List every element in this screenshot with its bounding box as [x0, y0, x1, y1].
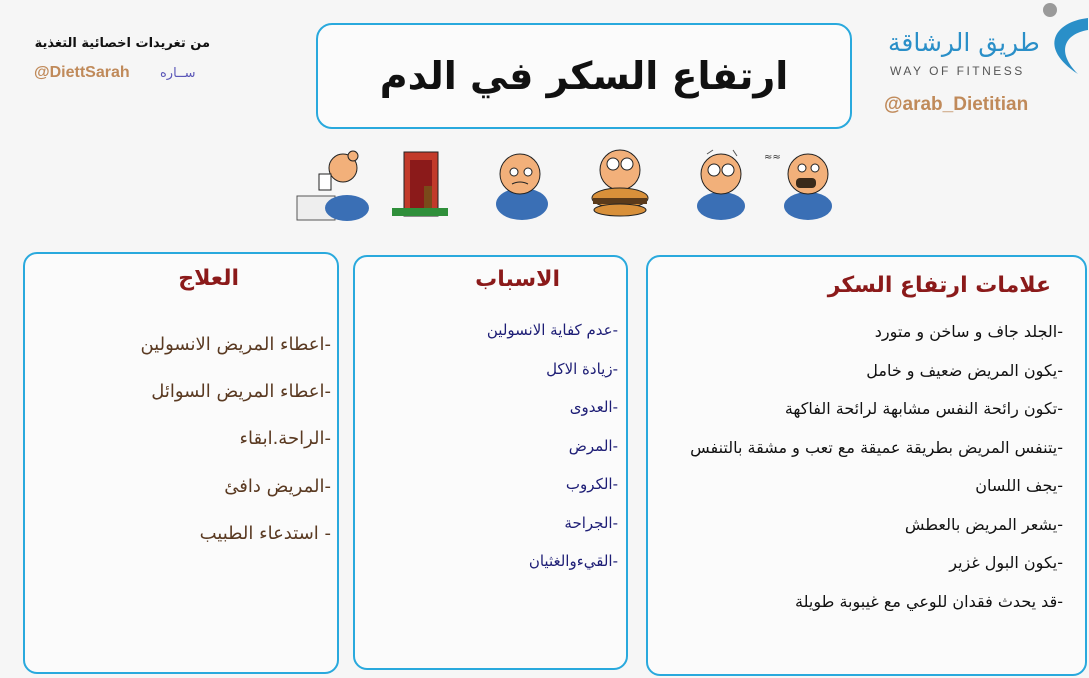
list-item: -قد يحدث فقدان للوعي مع غيبوبة طويلة [795, 591, 1063, 611]
logo-arabic: طريق الرشاقة [888, 28, 1040, 57]
list-item: -المريض دافئ [224, 475, 331, 497]
treatment-list [140, 330, 331, 566]
list-item: -الكروب [565, 475, 618, 493]
list-item: -زيادة الاكل [546, 359, 618, 378]
list-item: -يكون البول غزير [949, 553, 1063, 572]
logo-swoosh-icon [1034, 0, 1089, 80]
page-title: ارتفاع السكر في الدم [379, 54, 789, 98]
restroom-door-icon [390, 146, 450, 222]
credit-name: ســاره [160, 66, 196, 81]
list-item: - استدعاء الطبيب [199, 522, 331, 544]
causes-panel [353, 255, 628, 670]
right-handle: @arab_Dietitian [884, 94, 1029, 115]
causes-list [487, 319, 618, 589]
list-item: -يكون المريض ضعيف و خامل [866, 360, 1063, 380]
list-item: -العدوى [569, 398, 618, 416]
signs-panel [646, 255, 1087, 676]
list-item: -القيءوالغثيان [528, 552, 618, 570]
title-box [316, 23, 852, 129]
treatment-title: العلاج [178, 266, 239, 291]
logo-english: WAY OF FITNESS [890, 64, 1025, 78]
dizzy-figure-icon [677, 146, 763, 222]
list-item: -اعطاء المريض السوائل [151, 381, 331, 403]
eating-burger-figure-icon [577, 146, 663, 222]
signs-list [690, 319, 1063, 627]
list-item: -تكون رائحة النفس مشابهة لرائحة الفاكهة [784, 399, 1063, 418]
list-item: -المرض [568, 436, 618, 455]
causes-title: الاسباب [475, 267, 560, 292]
list-item: -اعطاء المريض الانسولين [140, 334, 331, 355]
signs-title: علامات ارتفاع السكر [827, 273, 1051, 298]
credit-handle: @DiettSarah [34, 64, 130, 81]
list-item: -عدم كفاية الانسولين [486, 321, 618, 339]
list-item: -الجلد جاف و ساخن و متورد [874, 322, 1063, 341]
credit-line: من تغريدات اخصائية التغذية [34, 36, 210, 51]
svg-text:≈≈: ≈≈ [764, 152, 781, 163]
treatment-panel [23, 252, 339, 674]
list-item: -الجراحة [564, 513, 618, 532]
drinking-figure-icon [295, 146, 377, 222]
list-item: -يجف اللسان [975, 476, 1063, 495]
list-item: -يتنفس المريض بطريقة عميقة مع تعب و مشقة بالتنفس [690, 437, 1063, 457]
weak-figure-icon [478, 146, 564, 222]
list-item: -الراحة.ابقاء [239, 428, 331, 450]
list-item: -يشعر المريض بالعطش [904, 514, 1063, 534]
coughing-figure-icon [762, 146, 848, 222]
